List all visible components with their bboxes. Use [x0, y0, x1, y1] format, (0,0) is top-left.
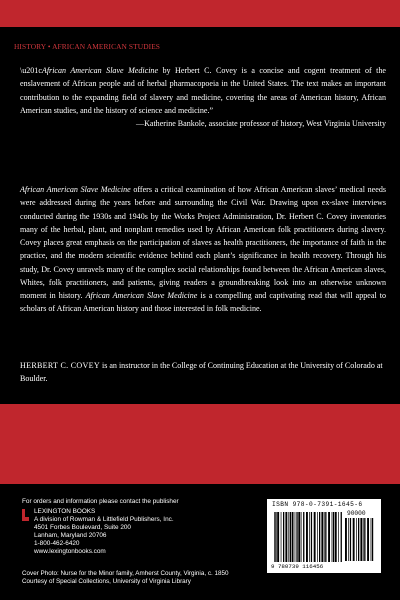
endorsement-quote: [20, 64, 386, 130]
publisher-info: [22, 498, 262, 556]
credit-line-2: Courtesy of Special Collections, University of Virginia Library: [22, 577, 191, 585]
publisher-block: [22, 508, 262, 556]
description-body: offers a critical examination of how African American slaves’ medical needs were addressed during the years before and surrounding the Civil War. Drawing upon ex-slave interviews conducted during the 1930s and 1940s by the Works Project Administration, Dr. Herbert C. Covey inventories many of the herbal, plant, and nonplant remedies used by African American folk practitioners during slavery. Covey places great emphasis on the participation of slaves as health practitioners, the importance of faith in the practice, and the modern scientific evidence behind each plant’s significance in health recovery. Through his study, Dr. Covey unravels many of the complex social relationships found between the African American slaves, Whites, folk practitioners, and patients, giving readers a groundbreaking look into an otherwise unknown moment in history.: [20, 185, 386, 300]
addon-barcode-icon: [345, 518, 375, 561]
description-book-title: African American Slave Medicine: [20, 185, 131, 194]
publisher-city: Lanham, Maryland 20706: [34, 532, 107, 540]
isbn-text: ISBN 978-0-7391-1645-6: [272, 501, 363, 508]
price-code: 90000: [347, 510, 366, 517]
description-body-2: is a compelling and captivating read that will appeal to scholars of African American history and those interested in folk medicine.: [20, 291, 386, 314]
credit-line-1: Cover Photo: Nurse for the Minor family, Amherst County, Virginia, c. 1850: [22, 570, 229, 577]
ean-barcode-icon: [274, 512, 342, 562]
author-bio-text: is an instructor in the College of Continuing Education at the University of Colorado at Boulder.: [20, 361, 383, 384]
description-book-title-2: African American Slave Medicine: [85, 291, 198, 300]
publisher-phone: 1-800-462-6420: [34, 540, 80, 548]
quote-body: by Herbert C. Covey is a concise and cogent treatment of the enslavement of African people and of herbal pharmacopoeia in the United States. The text makes an important contribution to the expanding field of slavery and medicine, covering the areas of American history, African American studies, and the history of science and medicine.”: [20, 66, 386, 115]
barcode-digits: 9 780739 116456: [271, 563, 324, 570]
barcode-panel: [267, 499, 381, 573]
publisher-website[interactable]: www.lexingtonbooks.com: [34, 548, 106, 556]
publisher-logo-icon: [22, 509, 29, 521]
top-red-band: [0, 0, 400, 27]
category-label: HISTORY • AFRICAN AMERICAN STUDIES: [14, 42, 161, 51]
quote-book-title: African American Slave Medicine: [41, 66, 159, 75]
author-bio: [20, 359, 386, 386]
orders-intro: For orders and information please contact the publisher: [22, 498, 179, 505]
book-description: [20, 183, 386, 316]
quote-attribution: —Katherine Bankole, associate professor of history, West Virginia University: [136, 119, 386, 128]
middle-red-band: [0, 404, 400, 484]
publisher-name: LEXINGTON BOOKS: [34, 508, 96, 516]
publisher-address: 4501 Forbes Boulevard, Suite 200: [34, 524, 131, 532]
author-name: HERBERT C. COVEY: [20, 361, 100, 370]
publisher-line: A division of Rowman & Littlefield Publishers, Inc.: [34, 516, 174, 524]
quote-text: \u201cAfrican American Slave Medicine by Herbert C. Covey is a concise and cogent treatment of the enslavement of African people and of herbal pharmacopoeia in the United States. The text makes an important contribution to the expanding field of slavery and medicine, covering the areas of American history, African American studies, and the history of science and medicine.”: [20, 66, 386, 115]
